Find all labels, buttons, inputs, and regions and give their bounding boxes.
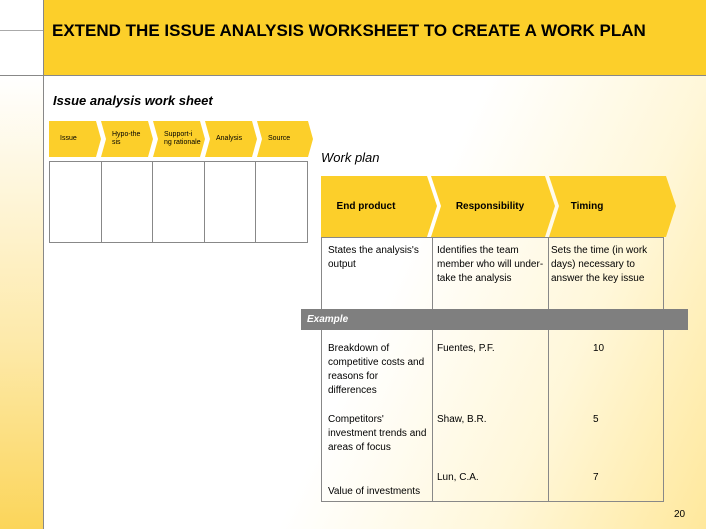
col-responsibility: Responsibility: [441, 176, 539, 237]
col-issue: Issue: [60, 135, 77, 142]
left-gradient-strip: [0, 75, 44, 529]
grid-cell: [50, 162, 102, 242]
column-divider: [548, 238, 549, 501]
grid-cell: [153, 162, 205, 242]
grid-cell: [205, 162, 257, 242]
row-1-product: Breakdown of competitive costs and reasons for differences: [328, 343, 425, 396]
work-plan-heading: Work plan: [321, 150, 380, 165]
row-3-timing: 7: [593, 472, 599, 483]
col-timing: Timing: [560, 176, 614, 237]
corner-divider: [0, 30, 44, 31]
issue-sheet-heading: Issue analysis work sheet: [53, 93, 213, 108]
col-analysis: Analysis: [216, 135, 243, 142]
col-end-product: End product: [321, 176, 411, 237]
corner-block: [0, 0, 44, 76]
row-2-product: Competitors' investment trends and areas of focus: [328, 414, 427, 453]
col-rationale: Support-i ng rationale: [164, 131, 201, 146]
row-1-timing: 10: [593, 343, 605, 354]
column-divider: [432, 238, 433, 501]
col-hypothesis: Hypo-the sis: [112, 131, 141, 146]
desc-responsibility: Identifies the team member who will under-take the analysis: [437, 245, 544, 284]
divider-line: [0, 75, 706, 76]
grid-cell: [102, 162, 154, 242]
vertical-divider: [43, 0, 44, 529]
row-2-timing: 5: [593, 414, 599, 425]
example-bar: Example: [301, 309, 688, 330]
col-source: Source: [268, 135, 291, 142]
page-number: 20: [674, 509, 686, 520]
row-3-person: Lun, C.A.: [437, 472, 479, 483]
page-title: EXTEND THE ISSUE ANALYSIS WORKSHEET TO CREATE A WORK PLAN: [52, 21, 646, 40]
desc-timing: Sets the time (in work days) necessary to answer the key issue: [551, 245, 648, 284]
desc-end-product: States the analysis's output: [328, 245, 419, 270]
row-3-product: Value of investments: [328, 486, 421, 497]
row-2-person: Shaw, B.R.: [437, 414, 487, 425]
grid-cell: [256, 162, 307, 242]
row-1-person: Fuentes, P.F.: [437, 343, 495, 354]
issue-sheet-grid: [49, 161, 308, 243]
